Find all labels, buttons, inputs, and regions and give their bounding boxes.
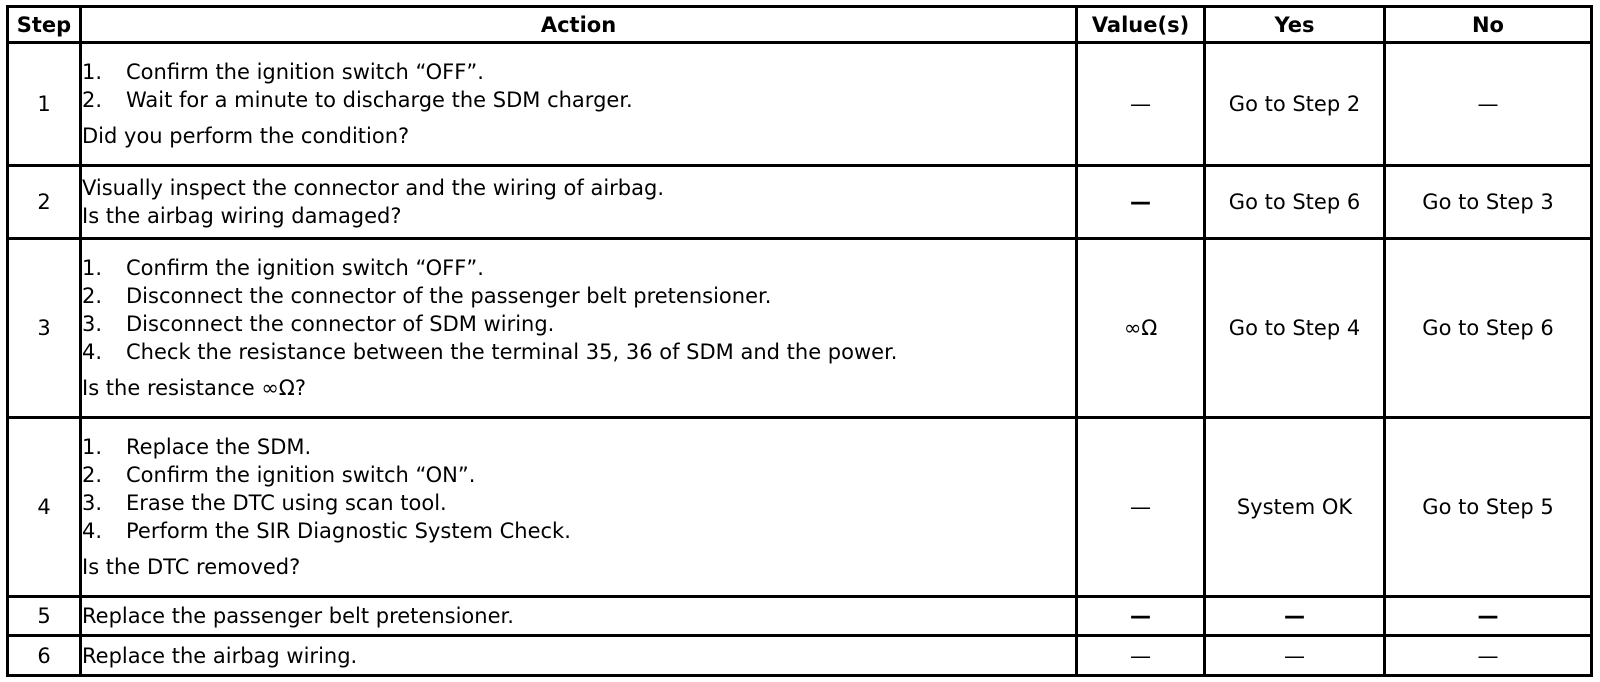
action-cell: [81, 165, 1077, 238]
step-number: 2: [8, 165, 81, 238]
action-line: Replace the airbag wiring.: [82, 643, 358, 668]
header-action: Action: [81, 7, 1077, 43]
action-line: Replace the passenger belt pretensioner.: [82, 604, 514, 629]
action-question: Did you perform the condition?: [82, 123, 410, 148]
no-cell: —: [1385, 636, 1592, 676]
header-no: No: [1385, 7, 1592, 43]
step-number: 3: [8, 238, 81, 417]
value-cell: ∞Ω: [1077, 238, 1205, 417]
table-row: [8, 636, 1592, 676]
value-cell: —: [1077, 596, 1205, 636]
table-row: [8, 417, 1592, 596]
action-item: 1. Replace the SDM.: [82, 434, 312, 459]
value-cell: —: [1077, 165, 1205, 238]
action-cell: [81, 596, 1077, 636]
action-line: Visually inspect the connector and the wiring of airbag.: [82, 175, 665, 200]
no-cell: —: [1385, 43, 1592, 166]
step-number: 5: [8, 596, 81, 636]
table-row: [8, 238, 1592, 417]
header-row: [8, 7, 1592, 43]
yes-cell: Go to Step 4: [1205, 238, 1385, 417]
action-item: 2. Confirm the ignition switch “ON”.: [82, 462, 476, 487]
value-cell: —: [1077, 417, 1205, 596]
yes-cell: System OK: [1205, 417, 1385, 596]
header-values: Value(s): [1077, 7, 1205, 43]
action-cell: [81, 43, 1077, 166]
yes-cell: Go to Step 2: [1205, 43, 1385, 166]
action-cell: [81, 417, 1077, 596]
step-number: 1: [8, 43, 81, 166]
action-cell: [81, 636, 1077, 676]
value-cell: —: [1077, 636, 1205, 676]
header-step: Step: [8, 7, 81, 43]
yes-cell: Go to Step 6: [1205, 165, 1385, 238]
step-number: 4: [8, 417, 81, 596]
action-item: 4. Check the resistance between the terminal 35, 36 of SDM and the power.: [82, 339, 898, 364]
header-yes: Yes: [1205, 7, 1385, 43]
table-row: [8, 596, 1592, 636]
action-item: 1. Confirm the ignition switch “OFF”.: [82, 255, 484, 280]
yes-cell: —: [1205, 636, 1385, 676]
no-cell: Go to Step 5: [1385, 417, 1592, 596]
diagnostic-table: [6, 5, 1593, 677]
value-cell: —: [1077, 43, 1205, 166]
table-row: [8, 43, 1592, 166]
action-question: Is the DTC removed?: [82, 554, 301, 579]
no-cell: Go to Step 3: [1385, 165, 1592, 238]
action-item: 3. Disconnect the connector of SDM wiring.: [82, 311, 555, 336]
action-question: Is the airbag wiring damaged?: [82, 203, 402, 228]
step-number: 6: [8, 636, 81, 676]
action-item: 2. Disconnect the connector of the passenger belt pretensioner.: [82, 283, 772, 308]
yes-cell: —: [1205, 596, 1385, 636]
table-row: [8, 165, 1592, 238]
action-question: Is the resistance ∞Ω?: [82, 375, 306, 400]
action-item: 3. Erase the DTC using scan tool.: [82, 490, 447, 515]
action-item: 2. Wait for a minute to discharge the SDM charger.: [82, 87, 633, 112]
action-item: 4. Perform the SIR Diagnostic System Check.: [82, 518, 571, 543]
action-cell: [81, 238, 1077, 417]
no-cell: Go to Step 6: [1385, 238, 1592, 417]
no-cell: —: [1385, 596, 1592, 636]
action-item: 1. Confirm the ignition switch “OFF”.: [82, 59, 484, 84]
